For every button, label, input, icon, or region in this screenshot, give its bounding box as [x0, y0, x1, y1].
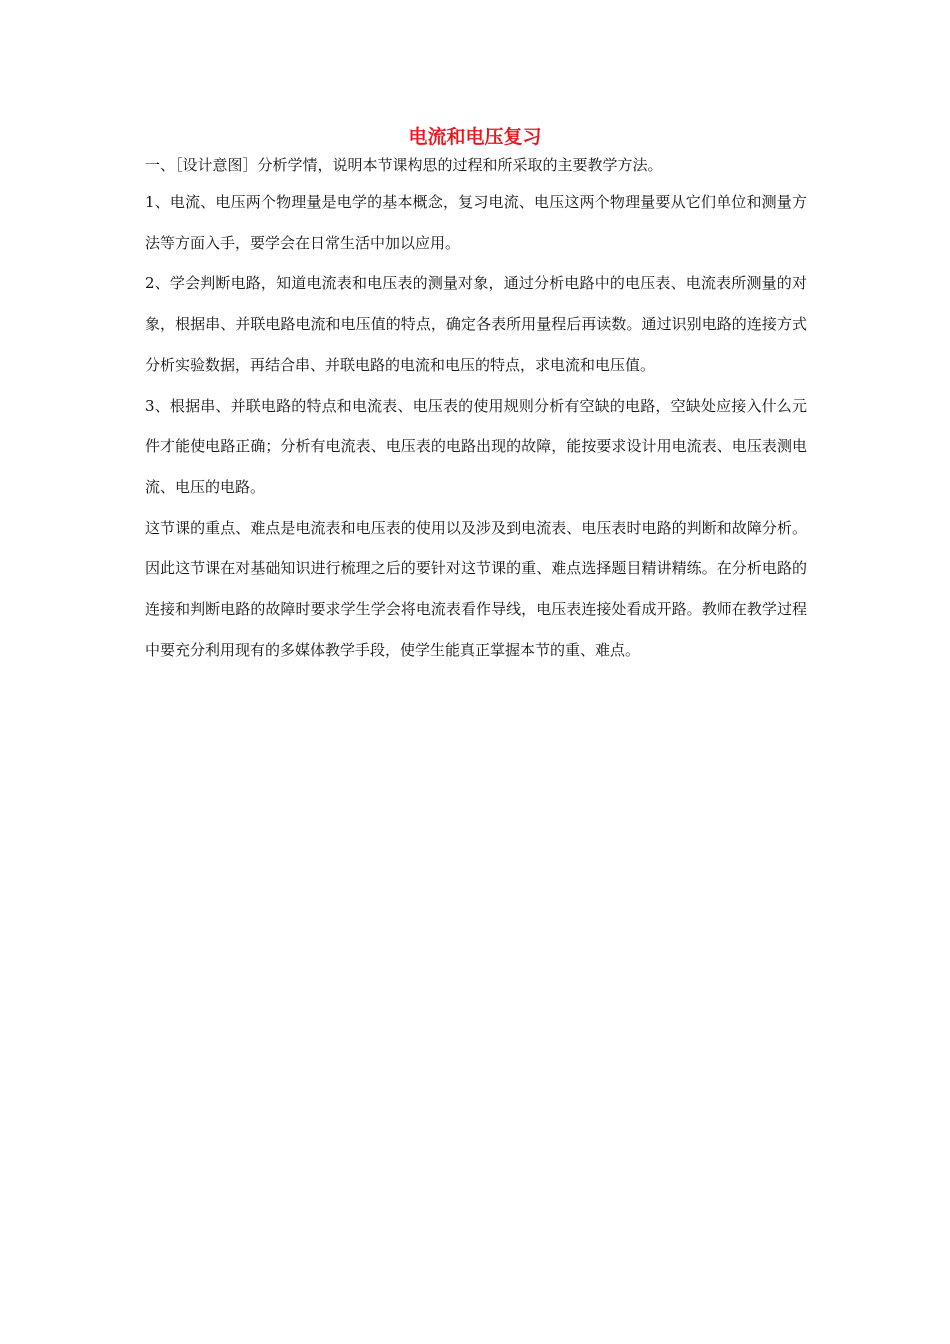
document-title: 电流和电压复习 [408, 126, 542, 148]
paragraph-point-2: 2、学会判断电路，知道电流表和电压表的测量对象，通过分析电路中的电压表、电流表所测量的对象，根据串、并联电路电流和电压值的特点，确定各表所用量程后再读数。通过识别电路的连接方式分析实验数据，再结合串、并联电路的电流和电压的特点，求电流和电压值。 [145, 274, 807, 374]
paragraph-key-points: 这节课的重点、难点是电流表和电压表的使用以及涉及到电流表、电压表时电路的判断和故障分析。因此这节课在对基础知识进行梳理之后的要针对这节课的重、难点选择题目精讲精练。在分析电路的连接和判断电路的故障时要求学生学会将电流表看作导线，电压表连接处看成开路。教师在教学过程中要充分利用现有的多媒体教学手段，使学生能真正掌握本节的重、难点。 [145, 518, 807, 659]
paragraph-design-intent: 一、［设计意图］分析学情，说明本节课构思的过程和所采取的主要教学方法。 [145, 156, 663, 174]
paragraph-point-1: 1、电流、电压两个物理量是电学的基本概念，复习电流、电压这两个物理量要从它们单位和测量方法等方面入手，要学会在日常生活中加以应用。 [145, 193, 807, 252]
document-body [145, 150, 807, 670]
paragraph-point-3: 3、根据串、并联电路的特点和电流表、电压表的使用规则分析有空缺的电路，空缺处应接入什么元件才能使电路正确；分析有电流表、电压表的电路出现的故障，能按要求设计用电流表、电压表测电流、电压的电路。 [145, 396, 807, 496]
